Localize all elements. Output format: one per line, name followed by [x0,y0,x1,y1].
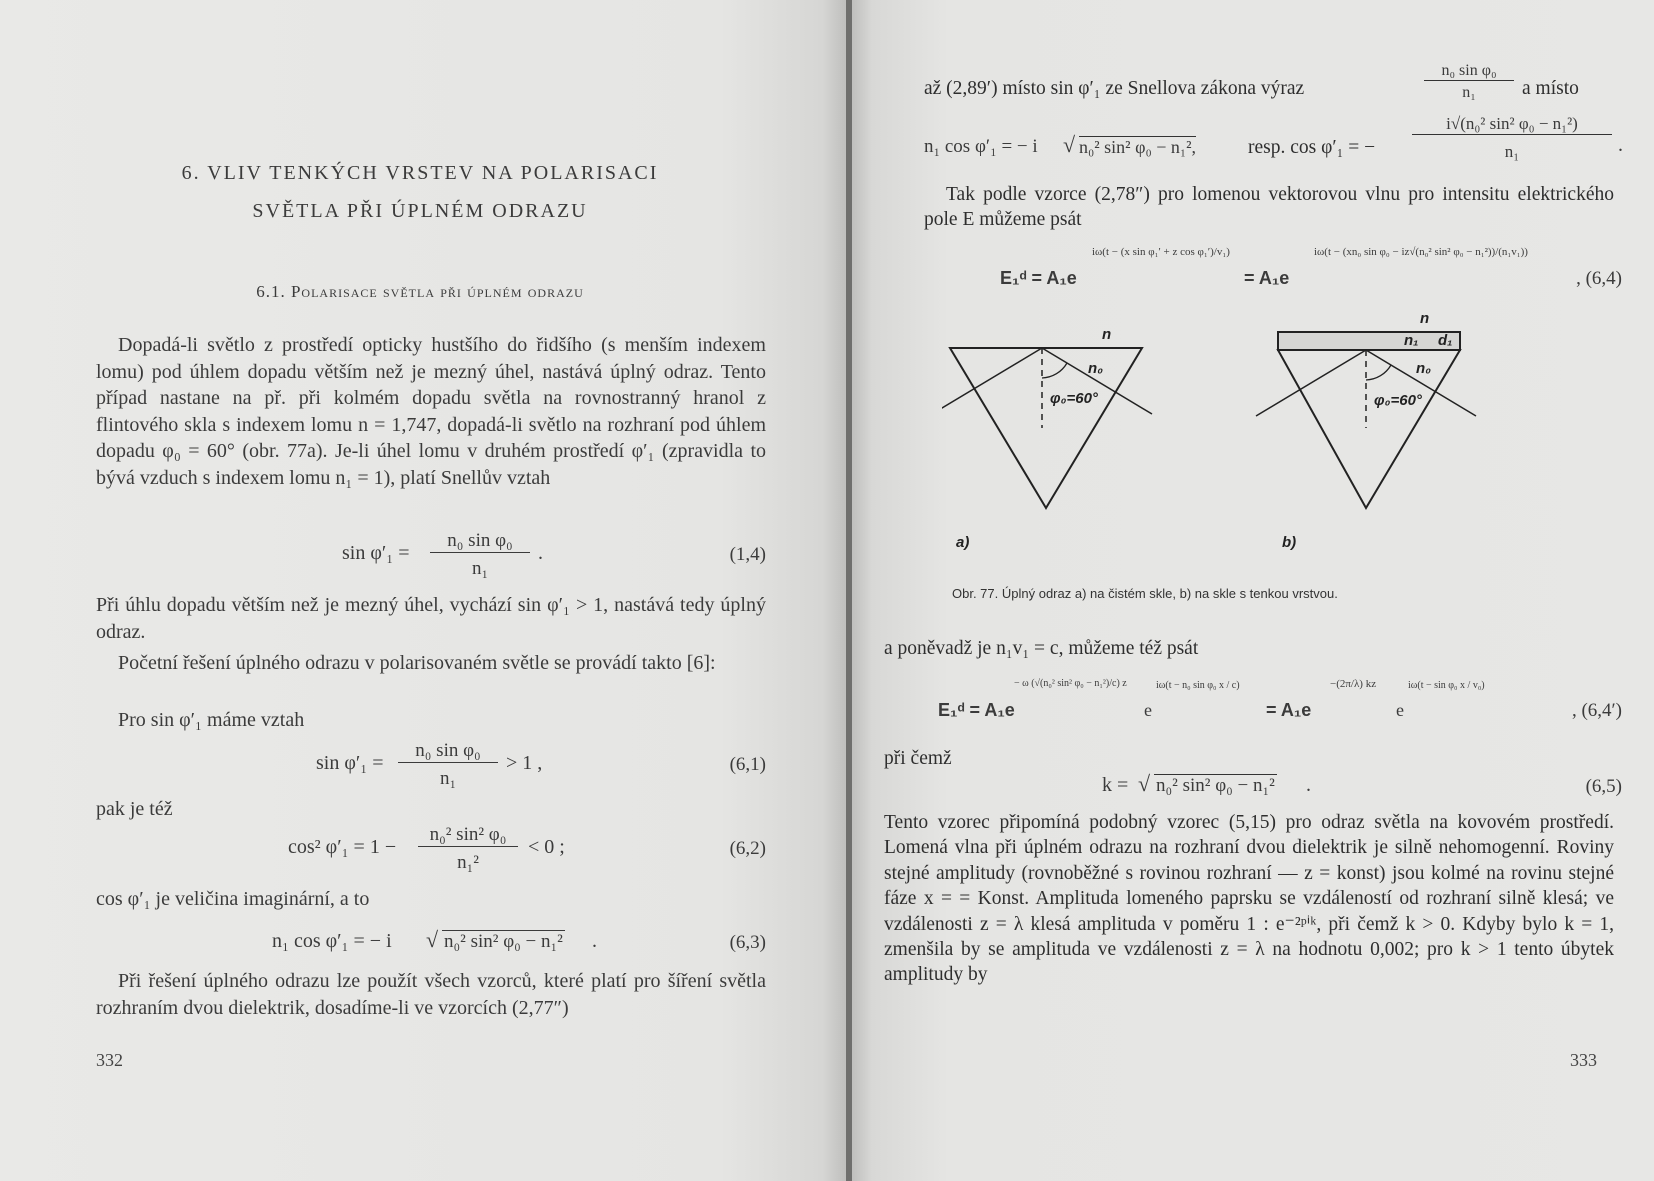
right-line-1-numerator: n₀ sin φ₀ [1424,62,1514,81]
right-line-1-denominator: n₁ [1462,84,1476,101]
eq-64p-exponent-1: − ω (√(n₀² sin² φ₀ − n₁²)/c) z [1014,678,1127,689]
eq-65-lhs: k = [1102,774,1129,796]
right-line-2-denominator: n₁ [1504,142,1520,161]
chapter-title-line-2: SVĚTLA PŘI ÚPLNÉM ODRAZU [252,200,588,222]
equation-6-1 [96,740,766,796]
eq-64p-e4: e [1396,700,1404,720]
eq-61-rhs: > 1 , [506,752,543,774]
eq-snell-end: . [538,542,543,564]
page-number-right: 333 [1570,1050,1597,1070]
equation-6-3 [96,924,766,964]
figure-77 [942,310,1602,558]
prism-a-angle-arc [1042,363,1067,378]
fig-a-label-n: n [1102,326,1112,343]
fig-b-label-phi: φ₀=60° [1374,392,1422,409]
paragraph-5: pak je též [96,798,173,820]
eq-65-end: . [1306,774,1311,796]
prism-a-outline [950,348,1142,508]
fig-b-label-n: n [1420,310,1430,327]
eq-64p-exponent-2: iω(t − n₀ sin φ₀ x / c) [1156,680,1240,691]
eq-65-radicand: n₀² sin² φ₀ − n₁² [1156,775,1275,796]
paragraph-2: Při úhlu dopadu větším než je mezný úhel, vychází sin φ′₁ > 1, nastává tedy úplný odraz. [96,594,766,643]
right-paragraph-3: při čemž [884,748,952,769]
right-line-2-resp: resp. cos φ′₁ = − [1248,137,1376,158]
prism-b-incident-ray [1256,350,1366,416]
section-title: 6.1. Polarisace světla při úplném odrazu [256,282,584,301]
right-line-2-end: . [1618,134,1623,156]
fig-a-label-n0: n₀ [1088,360,1104,377]
right-line-1 [852,62,1654,108]
right-line-1-tail: a místo [1522,78,1579,99]
prism-b-thin-layer [1278,332,1460,350]
right-line-2 [852,112,1654,170]
eq-snell-numerator: n₀ sin φ₀ [430,530,530,553]
eq-61-lhs: sin φ′₁ = [316,752,384,774]
right-line-2-radical: √ [1063,132,1076,157]
right-paragraph-4: Tento vzorec připomíná podobný vzorec (5,15) pro odraz světla na kovovém prostředí. Lomená vlna při úplném odrazu na rozhraní dvou dielektrik je silně nehomogenní. Roviny stejné amplitudy (rovnoběžné s rovinou rozhraní — z = konst) jsou kolmé na rovinu stejné fáze x = = Konst. Amplituda lomeného paprsku se vzdáleností od rozhraní silně klesá; ve vzdálenosti z = λ klesá amplituda v poměru 1 : e⁻²ᵖⁱᵏ, při čemž k > 0. Kdyby bylo k = 1, zmenšila by se amplituda ve vzdálenosti z = λ na hodnotu 0,002; pro k > 1 tento úbytek amplitudy by [884,812,1614,986]
chapter-title-line-1: 6. VLIV TENKÝCH VRSTEV NA POLARISACI [181,162,659,184]
prism-a [942,348,1152,508]
page-number-left: 332 [96,1050,123,1070]
right-paragraph-1: Tak podle vzorce (2,78″) pro lomenou vektorovou vlnu pro intensitu elektrického pole E můžeme psát [924,184,1614,231]
eq-62-number: (6,2) [729,838,766,859]
eq-64-exponent-2: iω(t − (xn₀ sin φ₀ − iz√(n₀² sin² φ₀ − n₁²))/(n₁v₁)) [1314,246,1528,258]
right-page [852,0,1654,1181]
eq-snell-number: (1,4) [729,544,766,565]
eq-61-number: (6,1) [729,754,766,775]
eq-62-denominator: n₁² [457,852,479,873]
eq-64-number: , (6,4) [1576,268,1622,289]
right-line-2-numerator: i√(n₀² sin² φ₀ − n₁²) [1412,114,1612,135]
eq-63-end: . [592,930,597,952]
equation-6-4-prime [852,672,1654,732]
eq-61-numerator: n₀ sin φ₀ [398,740,498,763]
prism-b-outline [1278,350,1460,508]
eq-63-radical: √ [426,927,439,952]
paragraph-1: Dopadá-li světlo z prostředí opticky hustšího do řidšího (s menším indexem lomu) pod úhlem dopadu větším než je mezný úhel, nastává úplný odraz. Tento případ nastane na př. při kolmém dopadu světla na rovnostranný hranol z flintového skla s indexem lomu n = 1,747, dopadá-li světlo na rozhraní pod úhlem dopadu φ₀ = 60° (obr. 77a). Je-li úhel lomu v druhém prostředí φ′₁ (zpravidla to bývá vzduch s indexem lomu n₁ = 1), platí Snellův vztah [96,334,766,489]
eq-64p-exponent-4: iω(t − sin φ₀ x / v₀) [1408,680,1485,691]
eq-65-radical: √ [1138,771,1151,796]
figure-77-drawing [942,318,1602,558]
paragraph-6: cos φ′₁ je veličina imaginární, a to [96,888,370,910]
equation-6-5 [852,768,1654,802]
prism-b [1256,332,1476,508]
eq-65-number: (6,5) [1585,776,1622,797]
figure-caption: Obr. 77. Úplný odraz a) na čistém skle, b) na skle s tenkou vrstvou. [952,586,1338,601]
paragraph-7: Při řešení úplného odrazu lze použít všech vzorců, které platí pro šíření světla rozhraním dvou dielektrik, dosadíme-li ve vzorcích (2,77″) [96,970,766,1019]
prism-b-angle-arc [1366,365,1391,380]
right-line-2-lhs: n₁ cos φ′₁ = − i [924,136,1038,157]
eq-61-denominator: n₁ [439,768,457,789]
eq-64p-e2: e [1144,700,1152,720]
right-line-2-radicand: n₀² sin² φ₀ − n₁², [1079,137,1197,157]
eq-64p-mid: = A₁e [1266,700,1312,720]
eq-63-radicand: n₀² sin² φ₀ − n₁² [444,931,563,952]
equation-6-4 [852,242,1654,302]
paragraph-4: Pro sin φ′₁ máme vztah [118,709,305,731]
equation-snell [96,530,766,586]
eq-63-number: (6,3) [729,932,766,953]
fig-sub-b: b) [1282,534,1297,551]
eq-62-rhs: < 0 ; [528,836,565,858]
eq-64-exponent-1: iω(t − (x sin φ₁′ + z cos φ₁′)/v₁) [1092,246,1230,258]
eq-63-lhs: n₁ cos φ′₁ = − i [272,930,392,952]
eq-62-lhs: cos² φ′₁ = 1 − [288,836,397,858]
fig-b-label-d1: d₁ [1438,332,1453,349]
eq-64p-number: , (6,4′) [1571,700,1622,721]
eq-64p-exponent-3: −(2π/λ) kz [1330,678,1377,690]
eq-64p-lhs: E₁ᵈ = A₁e [938,700,1015,720]
right-paragraph-2: a poněvadž je n₁v₁ = c, můžeme též psát [884,638,1199,659]
equation-6-2 [96,824,766,880]
eq-snell-denominator: n₁ [471,558,489,579]
fig-b-label-n0: n₀ [1416,360,1432,377]
eq-64-lhs: E₁ᵈ = A₁e [1000,268,1077,288]
right-line-1-text: až (2,89′) místo sin φ′₁ ze Snellova zákona výraz [924,78,1305,99]
fig-b-label-n1: n₁ [1404,332,1419,349]
eq-62-numerator: n₀² sin² φ₀ [418,824,518,847]
eq-snell-lhs: sin φ′₁ = [342,542,410,564]
fig-sub-a: a) [956,534,970,551]
paragraph-3: Početní řešení úplného odrazu v polarisovaném světle se provádí takto [6]: [118,652,716,674]
eq-64-mid: = A₁e [1244,268,1290,288]
fig-a-label-phi: φ₀=60° [1050,390,1098,407]
